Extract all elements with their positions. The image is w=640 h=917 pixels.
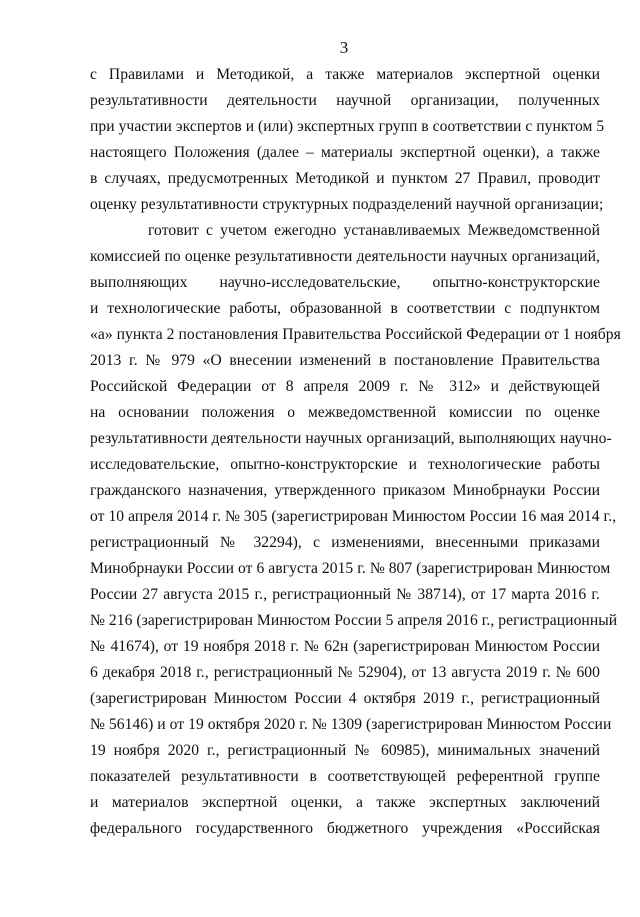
text-line: комиссией по оценке результативности деятельности научных организаций, (90, 248, 600, 265)
text-line: выполняющих научно-исследовательские, опытно-конструкторские (90, 274, 600, 291)
text-line: настоящего Положения (далее – материалы экспертной оценки), а также (90, 144, 600, 161)
text-line: исследовательские, опытно-конструкторские и технологические работы (90, 456, 600, 473)
text-line: от 10 апреля 2014 г. № 305 (зарегистрирован Минюстом России 16 мая 2014 г., (90, 508, 617, 525)
text-line: при участии экспертов и (или) экспертных групп в соответствии с пунктом 5 (90, 118, 605, 135)
text-line: и технологические работы, образованной в соответствии с подпунктом (90, 300, 600, 317)
text-line: 6 декабря 2018 г., регистрационный № 52904), от 13 августа 2019 г. № 600 (90, 664, 600, 681)
text-line: на основании положения о межведомственной комиссии по оценке (90, 404, 600, 421)
text-line: гражданского назначения, утвержденного приказом Минобрнауки России (90, 482, 600, 499)
text-line: 2013 г. № 979 «О внесении изменений в постановление Правительства (90, 352, 600, 369)
text-line: Минобрнауки России от 6 августа 2015 г. № 807 (зарегистрирован Минюстом (90, 560, 611, 577)
text-line: «а» пункта 2 постановления Правительства Российской Федерации от 1 ноября (90, 326, 621, 343)
text-line: федерального государственного бюджетного учреждения «Российская (90, 820, 600, 837)
text-line: (зарегистрирован Минюстом России 4 октября 2019 г., регистрационный (90, 690, 600, 707)
paragraph (90, 218, 621, 842)
text-line: № 56146) и от 19 октября 2020 г. № 1309 (зарегистрирован Минюстом России (90, 716, 612, 733)
text-line: России 27 августа 2015 г., регистрационный № 38714), от 17 марта 2016 г. (90, 586, 600, 603)
text-line: результативности деятельности научных организаций, выполняющих научно- (90, 430, 612, 447)
text-line: 19 ноября 2020 г., регистрационный № 60985), минимальных значений (90, 742, 600, 759)
text-line: Российской Федерации от 8 апреля 2009 г. № 312» и действующей (90, 378, 600, 395)
paragraph (90, 62, 605, 218)
text-line: результативности деятельности научной организации, полученных (90, 92, 600, 109)
document-text (90, 62, 621, 842)
text-line: готовит с учетом ежегодно устанавливаемых Межведомственной (148, 222, 600, 239)
text-line: № 216 (зарегистрирован Минюстом России 5 апреля 2016 г., регистрационный (90, 612, 618, 629)
text-line: в случаях, предусмотренных Методикой и пунктом 27 Правил, проводит (90, 170, 600, 187)
text-line: показателей результативности в соответствующей референтной группе (90, 768, 600, 785)
page-number: 3 (339, 38, 349, 57)
text-line: оценку результативности структурных подразделений научной организации; (90, 196, 604, 213)
text-line: № 41674), от 19 ноября 2018 г. № 62н (зарегистрирован Минюстом России (90, 638, 600, 655)
text-line: с Правилами и Методикой, а также материалов экспертной оценки (90, 66, 600, 83)
text-line: регистрационный № 32294), с изменениями, внесенными приказами (90, 534, 600, 551)
text-line: и материалов экспертной оценки, а также экспертных заключений (90, 794, 600, 811)
